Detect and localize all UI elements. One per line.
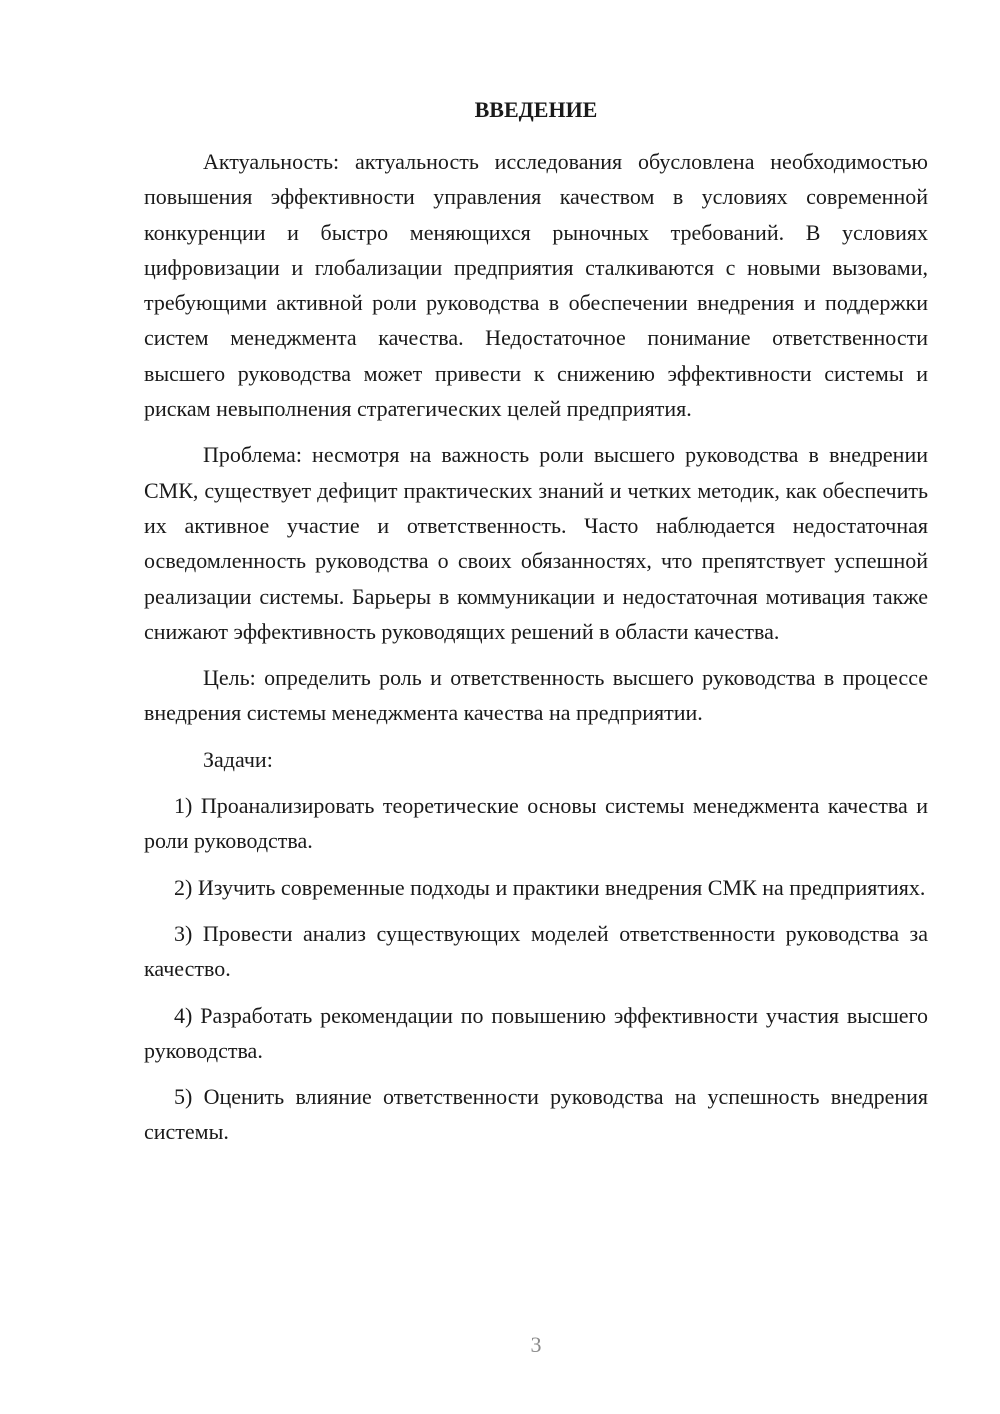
paragraph-problem: Проблема: несмотря на важность роли высшего руководства в внедрении СМК, существует дефицит практических знаний и четких методик, как обеспечить их активное участие и ответственность. Часто наблюдается недостаточная осведомленность руководства о своих обязанностях, что препятствует успешной реализации системы. Барьеры в коммуникации и недостаточная мотивация также снижают эффективность руководящих решений в области качества. [144,442,928,644]
task-item-4: 4) Разработать рекомендации по повышению эффективности участия высшего руководства. [144,1002,928,1063]
task-item-2: 2) Изучить современные подходы и практики внедрения СМК на предприятиях. [174,874,926,900]
task-item-3: 3) Провести анализ существующих моделей ответственности руководства за качество. [144,920,928,982]
paragraph-relevance: Актуальность: актуальность исследования обусловлена необходимостью повышения эффективности управления качеством в условиях современной конкуренции и быстро меняющихся рыночных требований. В условиях цифровизации и глобализации предприятия сталкиваются с новыми вызовами, требующими активной роли руководства в обеспечении внедрения и поддержки систем менеджмента качества. Недостаточное понимание ответственности высшего руководства может привести к снижению эффективности системы и рискам невыполнения стратегических целей предприятия. [144,149,928,422]
task-item-5: 5) Оценить влияние ответственности руководства на успешность внедрения системы. [144,1084,928,1145]
task-item-1: 1) Проанализировать теоретические основы системы менеджмента качества и роли руководства. [144,793,928,854]
page-title: ВВЕДЕНИЕ [474,97,598,122]
document-page [144,92,928,1161]
paragraph-goal: Цель: определить роль и ответственность высшего руководства в процессе внедрения системы менеджмента качества на предприятии. [144,665,928,726]
tasks-heading: Задачи: [203,746,273,772]
page-number: 3 [530,1332,542,1357]
